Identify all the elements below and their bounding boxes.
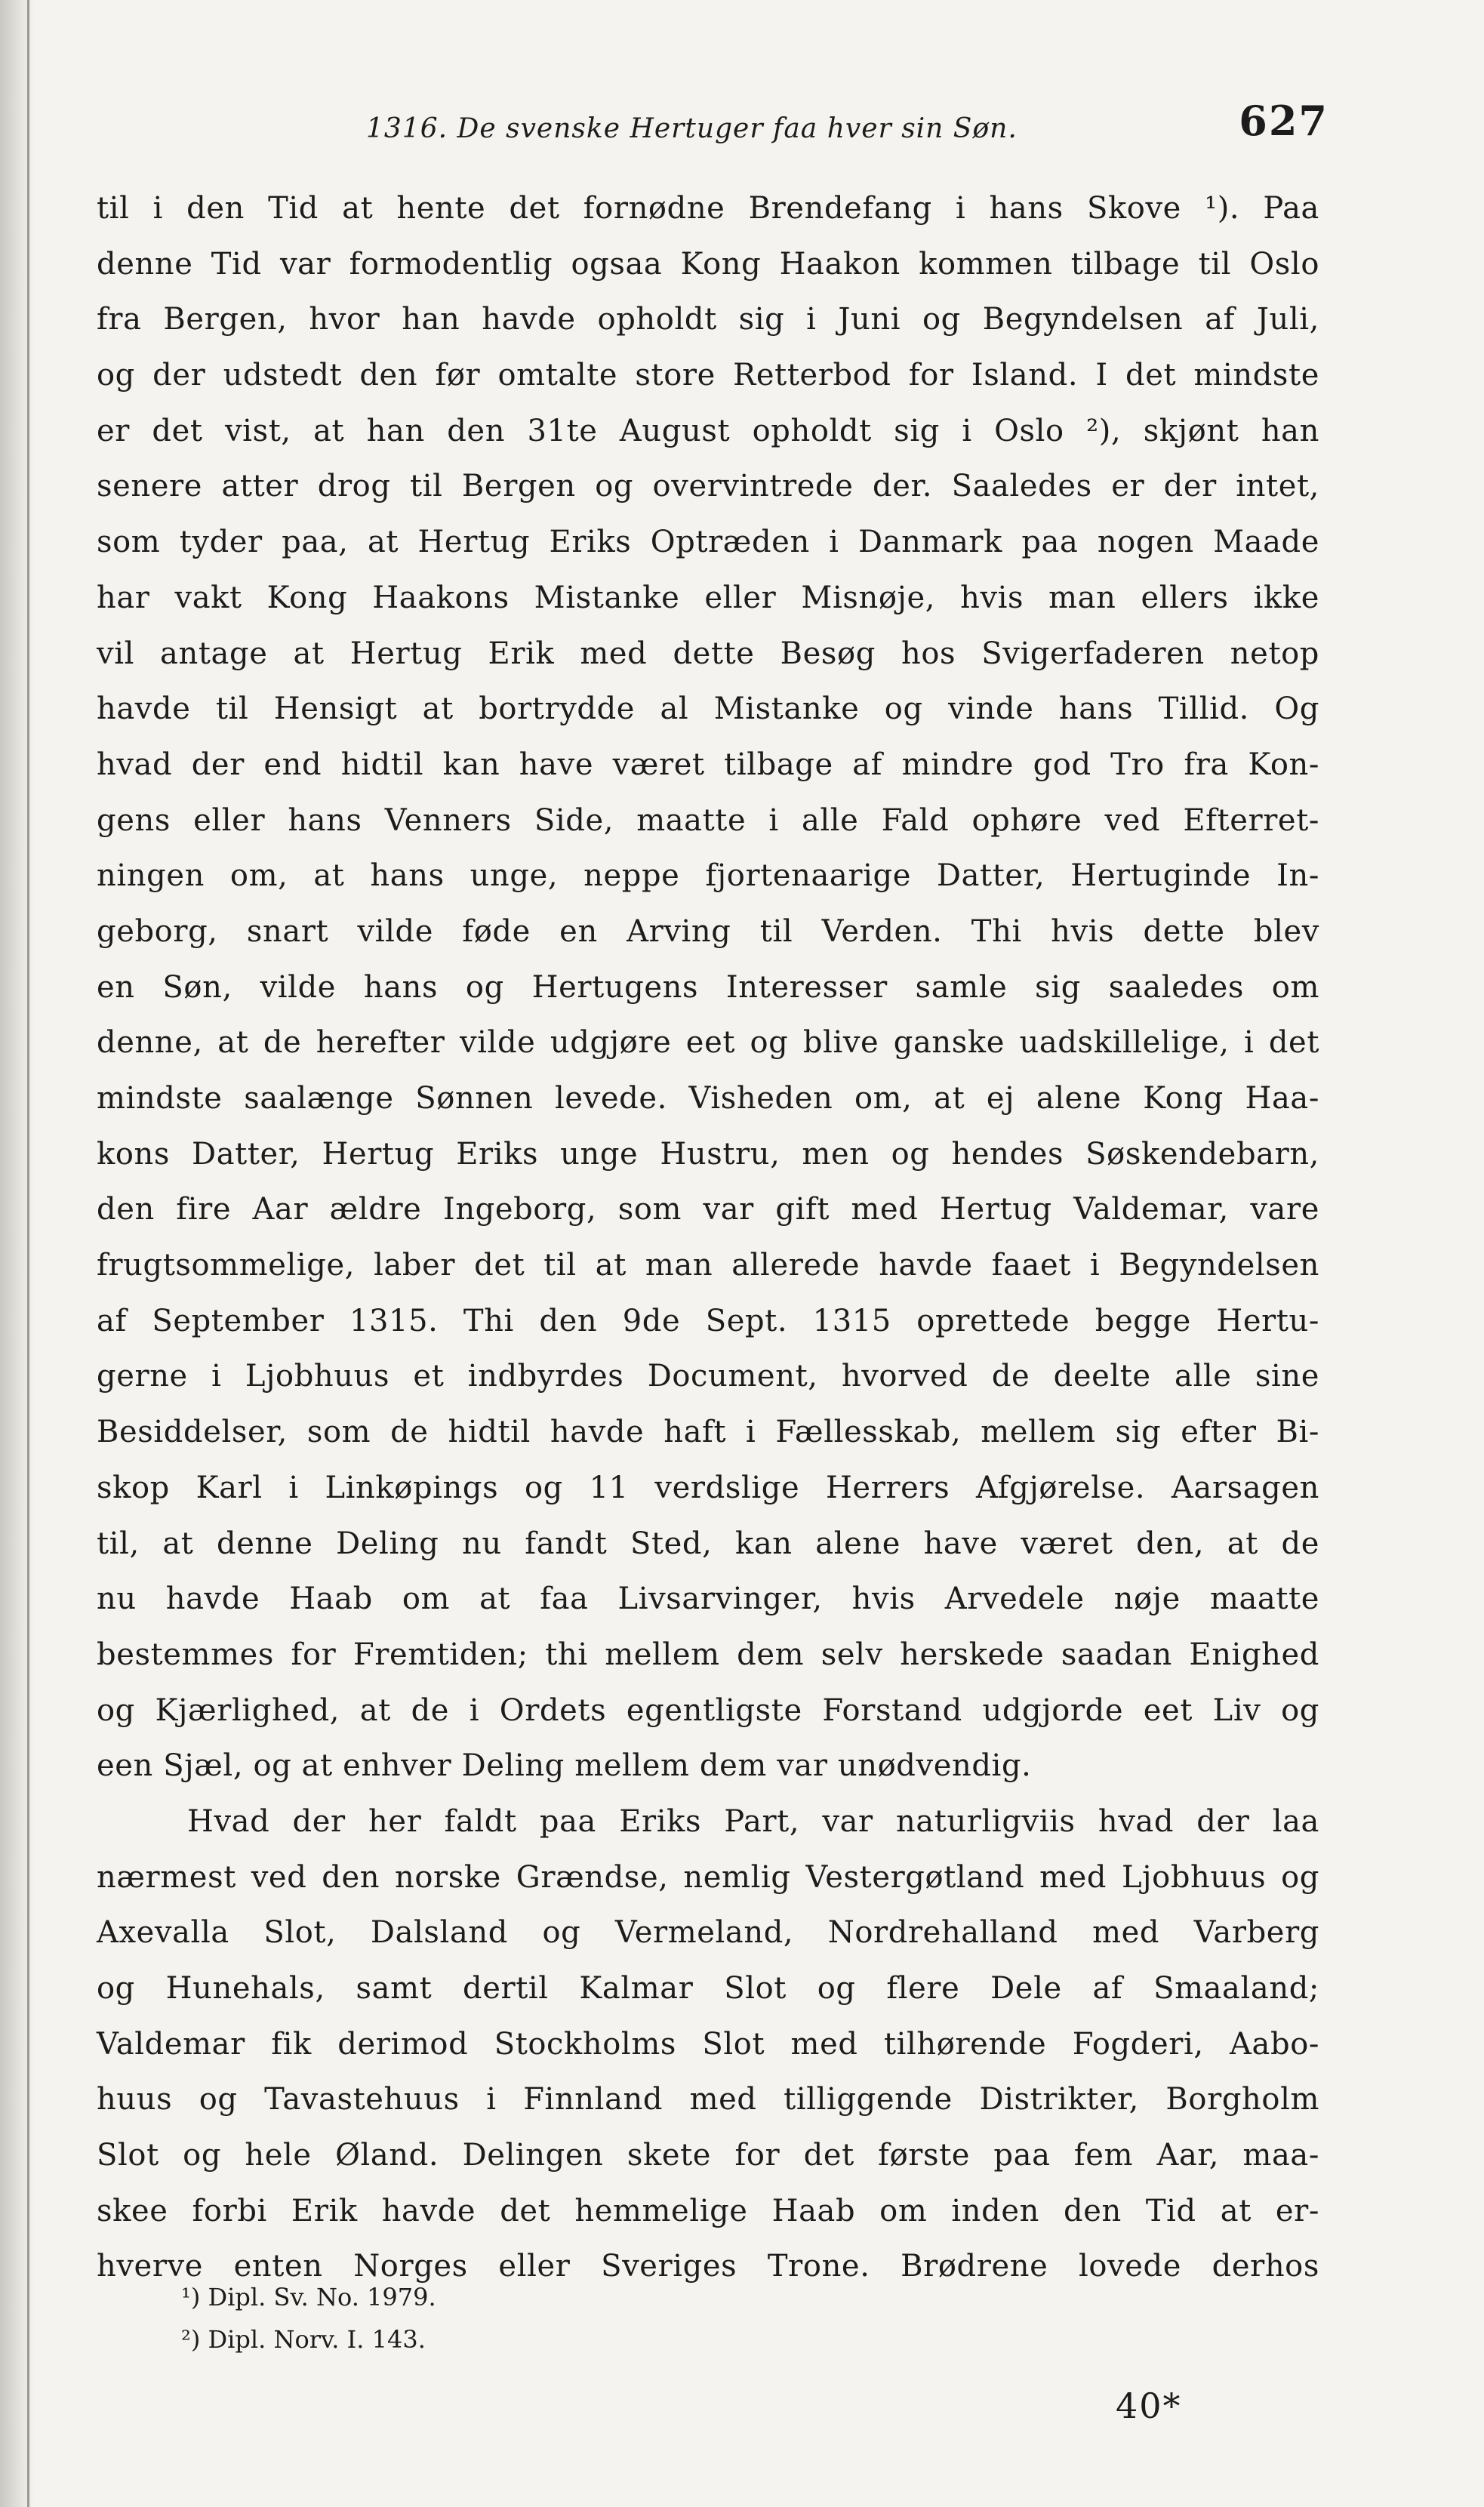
paragraph-end-line: een Sjæl, og at enhver Deling mellem dem var unødvendig.	[97, 1748, 1032, 1784]
printer-signature: 40*	[1116, 2385, 1182, 2426]
text-line: geborg, snart vilde føde en Arving til Verden. Thi hvis dette blev	[97, 913, 1319, 949]
text-line: til i den Tid at hente det fornødne Brendefang i hans Skove ¹). Paa	[97, 191, 1319, 226]
text-line: fra Bergen, hvor han havde opholdt sig i Juni og Begyndelsen af Juli,	[97, 302, 1319, 337]
text-line: er det vist, at han den 31te August opholdt sig i Oslo ²), skjønt han	[97, 413, 1319, 448]
text-line: bestemmes for Fremtiden; thi mellem dem selv herskede saadan Enighed	[97, 1637, 1319, 1672]
text-line: en Søn, vilde hans og Hertugens Interesser samle sig saaledes om	[97, 969, 1319, 1005]
text-line: og der udstedt den før omtalte store Retterbod for Island. I det mindste	[97, 358, 1319, 393]
text-line: gens eller hans Venners Side, maatte i alle Fald ophøre ved Efterret-	[97, 802, 1319, 838]
text-line: hverve enten Norges eller Sveriges Trone. Brødrene lovede derhos	[97, 2249, 1319, 2284]
text-line: af September 1315. Thi den 9de Sept. 1315 oprettede begge Hertu-	[97, 1303, 1319, 1338]
page-binding-shadow	[0, 0, 35, 2507]
footnote	[181, 2318, 861, 2361]
text-line: vil antage at Hertug Erik med dette Besøg hos Svigerfaderen netop	[97, 636, 1319, 671]
footnote-marker: ¹)	[181, 2283, 201, 2311]
running-head-title: 1316. De svenske Hertuger faa hver sin Søn.	[366, 113, 1018, 144]
running-head	[91, 91, 1329, 159]
body-text	[97, 181, 1319, 2295]
page-number: 627	[1239, 97, 1329, 145]
text-line: mindste saalænge Sønnen levede. Visheden om, at ej alene Kong Haa-	[97, 1081, 1319, 1116]
text-line: skop Karl i Linkøpings og 11 verdslige Herrers Afgjørelse. Aarsagen	[97, 1470, 1319, 1505]
text-line: den fire Aar ældre Ingeborg, som var gift med Hertug Valdemar, vare	[97, 1192, 1319, 1227]
paragraph-start-line: Hvad der her faldt paa Eriks Part, var naturligviis hvad der laa	[187, 1803, 1319, 1839]
text-line: denne, at de herefter vilde udgjøre eet og blive ganske uadskillelige, i det	[97, 1025, 1319, 1061]
footnote-text: Dipl. Sv. No. 1979.	[208, 2283, 436, 2311]
text-line: Slot og hele Øland. Delingen skete for det første paa fem Aar, maa-	[97, 2138, 1319, 2173]
text-line: nærmest ved den norske Grændse, nemlig Vestergøtland med Ljobhuus og	[97, 1859, 1319, 1895]
footnote-marker: ²)	[181, 2325, 201, 2354]
text-line: har vakt Kong Haakons Mistanke eller Misnøje, hvis man ellers ikke	[97, 580, 1319, 615]
text-line: til, at denne Deling nu fandt Sted, kan alene have været den, at de	[97, 1526, 1319, 1561]
text-line: hvad der end hidtil kan have været tilbage af mindre god Tro fra Kon-	[97, 747, 1319, 782]
text-line: Axevalla Slot, Dalsland og Vermeland, Nordrehalland med Varberg	[97, 1915, 1319, 1951]
footnote	[181, 2276, 861, 2318]
text-line: Valdemar fik derimod Stockholms Slot med tilhørende Fogderi, Aabo-	[97, 2026, 1319, 2062]
text-line: som tyder paa, at Hertug Eriks Optræden i Danmark paa nogen Maade	[97, 525, 1319, 560]
text-line: denne Tid var formodentlig ogsaa Kong Haakon kommen tilbage til Oslo	[97, 246, 1319, 282]
text-line: ningen om, at hans unge, neppe fjortenaarige Datter, Hertuginde In-	[97, 858, 1319, 894]
text-line: og Kjærlighed, at de i Ordets egentligste Forstand udgjorde eet Liv og	[97, 1692, 1319, 1728]
text-line: gerne i Ljobhuus et indbyrdes Document, hvorved de deelte alle sine	[97, 1359, 1319, 1394]
footnotes	[181, 2276, 861, 2361]
text-line: skee forbi Erik havde det hemmelige Haab om inden den Tid at er-	[97, 2193, 1319, 2228]
text-line: havde til Hensigt at bortrydde al Mistanke og vinde hans Tillid. Og	[97, 691, 1319, 727]
footnote-text: Dipl. Norv. I. 143.	[208, 2325, 426, 2354]
text-line: og Hunehals, samt dertil Kalmar Slot og flere Dele af Smaaland;	[97, 1971, 1319, 2006]
text-line: nu havde Haab om at faa Livsarvinger, hvis Arvedele nøje maatte	[97, 1582, 1319, 1617]
text-line: huus og Tavastehuus i Finnland med tilliggende Distrikter, Borgholm	[97, 2082, 1319, 2117]
text-line: frugtsommelige, laber det til at man allerede havde faaet i Begyndelsen	[97, 1248, 1319, 1283]
page-binding-line	[27, 0, 29, 2507]
text-line: Besiddelser, som de hidtil havde haft i Fællesskab, mellem sig efter Bi-	[97, 1415, 1319, 1450]
text-line: senere atter drog til Bergen og overvintrede der. Saaledes er der intet,	[97, 469, 1319, 504]
text-line: kons Datter, Hertug Eriks unge Hustru, men og hendes Søskendebarn,	[97, 1136, 1319, 1172]
